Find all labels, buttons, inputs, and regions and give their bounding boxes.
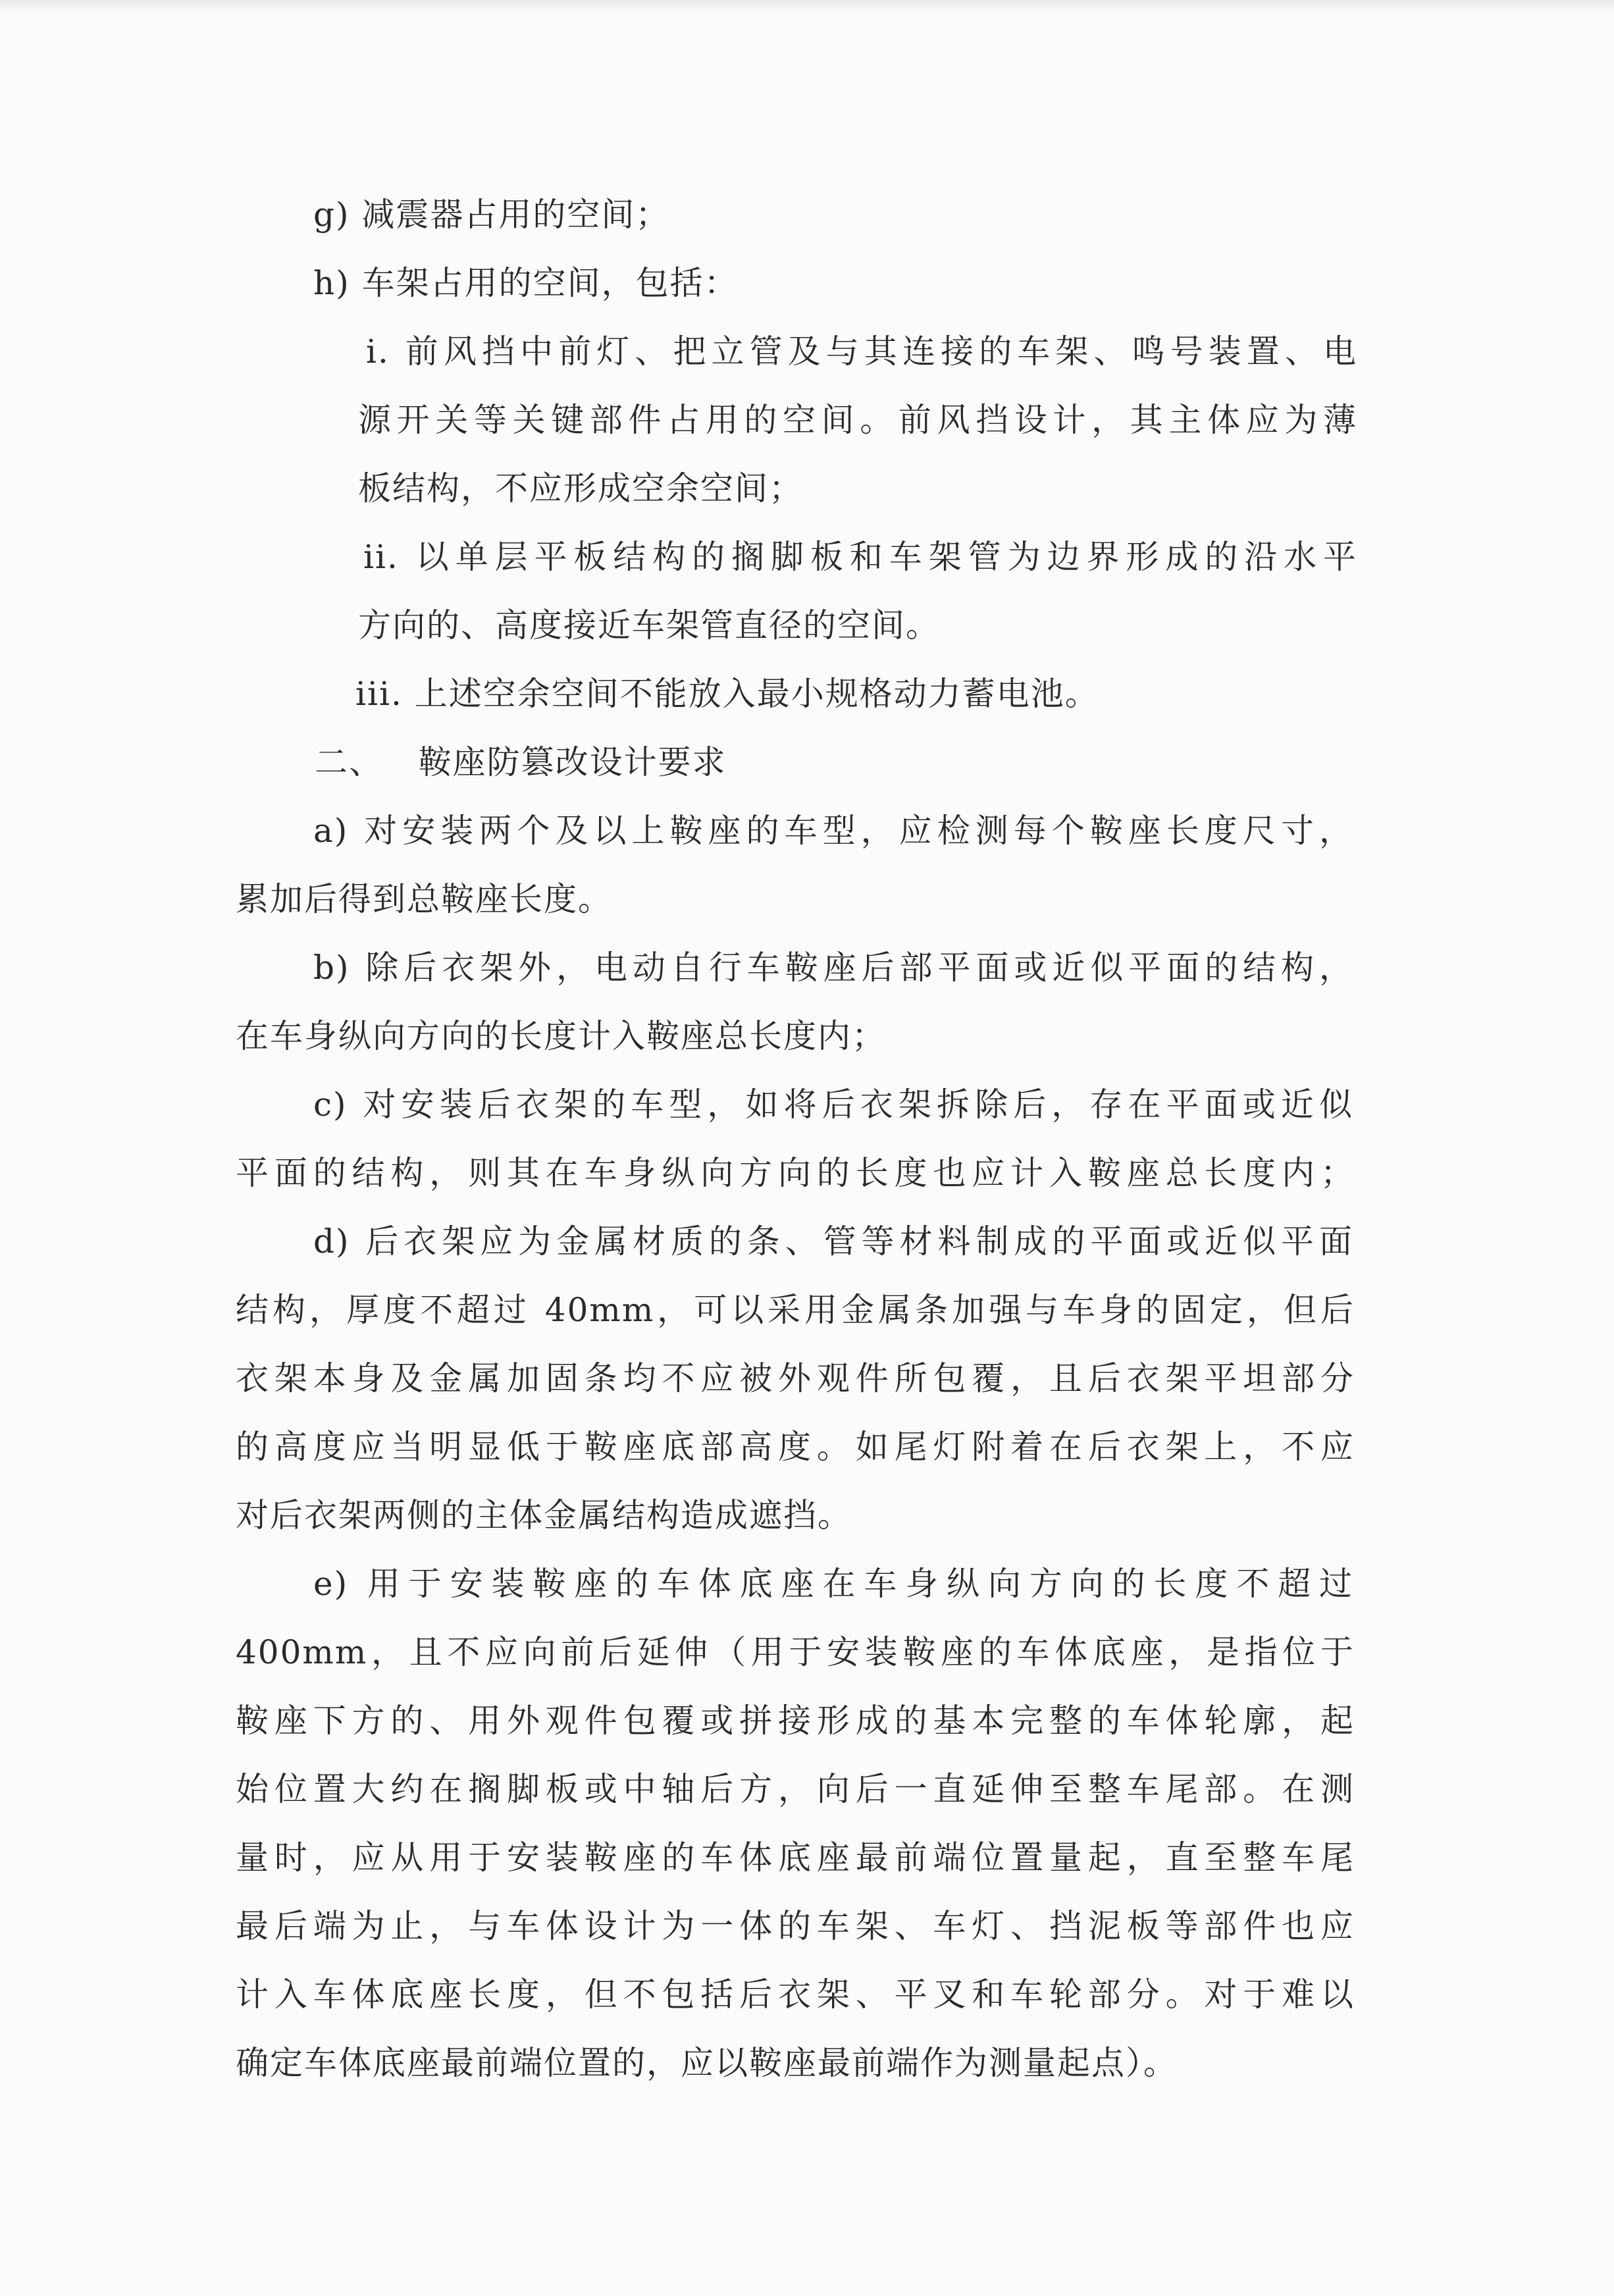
- item-d-line-5: 对后衣架两侧的主体金属结构造成遮挡。: [236, 1496, 852, 1534]
- item-e-line-6: 最后端为止，与车体设计为一体的车架、车灯、挡泥板等部件也应: [236, 1907, 1355, 1945]
- item-h: h) 车架占用的空间，包括：: [313, 264, 739, 302]
- subitem-ii-line-1: ii. 以单层平板结构的搁脚板和车架管为边界形成的沿水平: [363, 538, 1357, 576]
- item-e-line-5: 量时，应从用于安装鞍座的车体底座最前端位置量起，直至整车尾: [236, 1839, 1355, 1877]
- item-a-line-1: a) 对安装两个及以上鞍座的车型，应检测每个鞍座长度尺寸，: [313, 812, 1353, 850]
- item-e-line-7: 计入车体底座长度，但不包括后衣架、平叉和车轮部分。对于难以: [236, 1975, 1355, 2014]
- subitem-i-line-3: 板结构，不应形成空余空间；: [358, 469, 803, 508]
- item-e-line-3: 鞍座下方的、用外观件包覆或拼接形成的基本完整的车体轮廓，起: [236, 1702, 1355, 1740]
- item-b-line-1: b) 除后衣架外，电动自行车鞍座后部平面或近似平面的结构，: [313, 949, 1353, 987]
- item-c-line-2: 平面的结构，则其在车身纵向方向的长度也应计入鞍座总长度内；: [236, 1154, 1355, 1192]
- item-d-line-4: 的高度应当明显低于鞍座底部高度。如尾灯附着在后衣架上，不应: [236, 1428, 1355, 1466]
- subitem-i-line-1: i. 前风挡中前灯、把立管及与其连接的车架、鸣号装置、电: [366, 332, 1357, 371]
- subitem-ii-line-2: 方向的、高度接近车架管直径的空间。: [358, 606, 940, 644]
- item-e-line-4: 始位置大约在搁脚板或中轴后方，向后一直延伸至整车尾部。在测: [236, 1770, 1355, 1808]
- item-c-line-1: c) 对安装后衣架的车型，如将后衣架拆除后，存在平面或近似: [313, 1085, 1353, 1124]
- subitem-i-line-2: 源开关等关键部件占用的空间。前风挡设计，其主体应为薄: [358, 401, 1357, 439]
- section-heading-2: 二、 鞍座防篡改设计要求: [315, 743, 727, 781]
- item-e-line-8: 确定车体底座最前端位置的，应以鞍座最前端作为测量起点）。: [236, 2044, 1178, 2082]
- item-d-line-2: 结构，厚度不超过 40mm，可以采用金属条加强与车身的固定，但后: [236, 1291, 1355, 1329]
- item-d-line-3: 衣架本身及金属加固条均不应被外观件所包覆，且后衣架平坦部分: [236, 1359, 1355, 1397]
- item-e-line-2: 400mm，且不应向前后延伸（用于安装鞍座的车体底座，是指位于: [236, 1633, 1355, 1671]
- item-b-line-2: 在车身纵向方向的长度计入鞍座总长度内；: [236, 1017, 886, 1055]
- item-e-line-1: e) 用于安装鞍座的车体底座在车身纵向方向的长度不超过: [313, 1565, 1353, 1603]
- subitem-iii: iii. 上述空余空间不能放入最小规格动力蓄电池。: [355, 675, 1099, 713]
- item-a-line-2: 累加后得到总鞍座长度。: [236, 880, 612, 918]
- item-d-line-1: d) 后衣架应为金属材质的条、管等材料制成的平面或近似平面: [313, 1222, 1353, 1261]
- scan-edge-shadow: [0, 0, 1614, 12]
- item-g: g) 减震器占用的空间；: [313, 196, 670, 234]
